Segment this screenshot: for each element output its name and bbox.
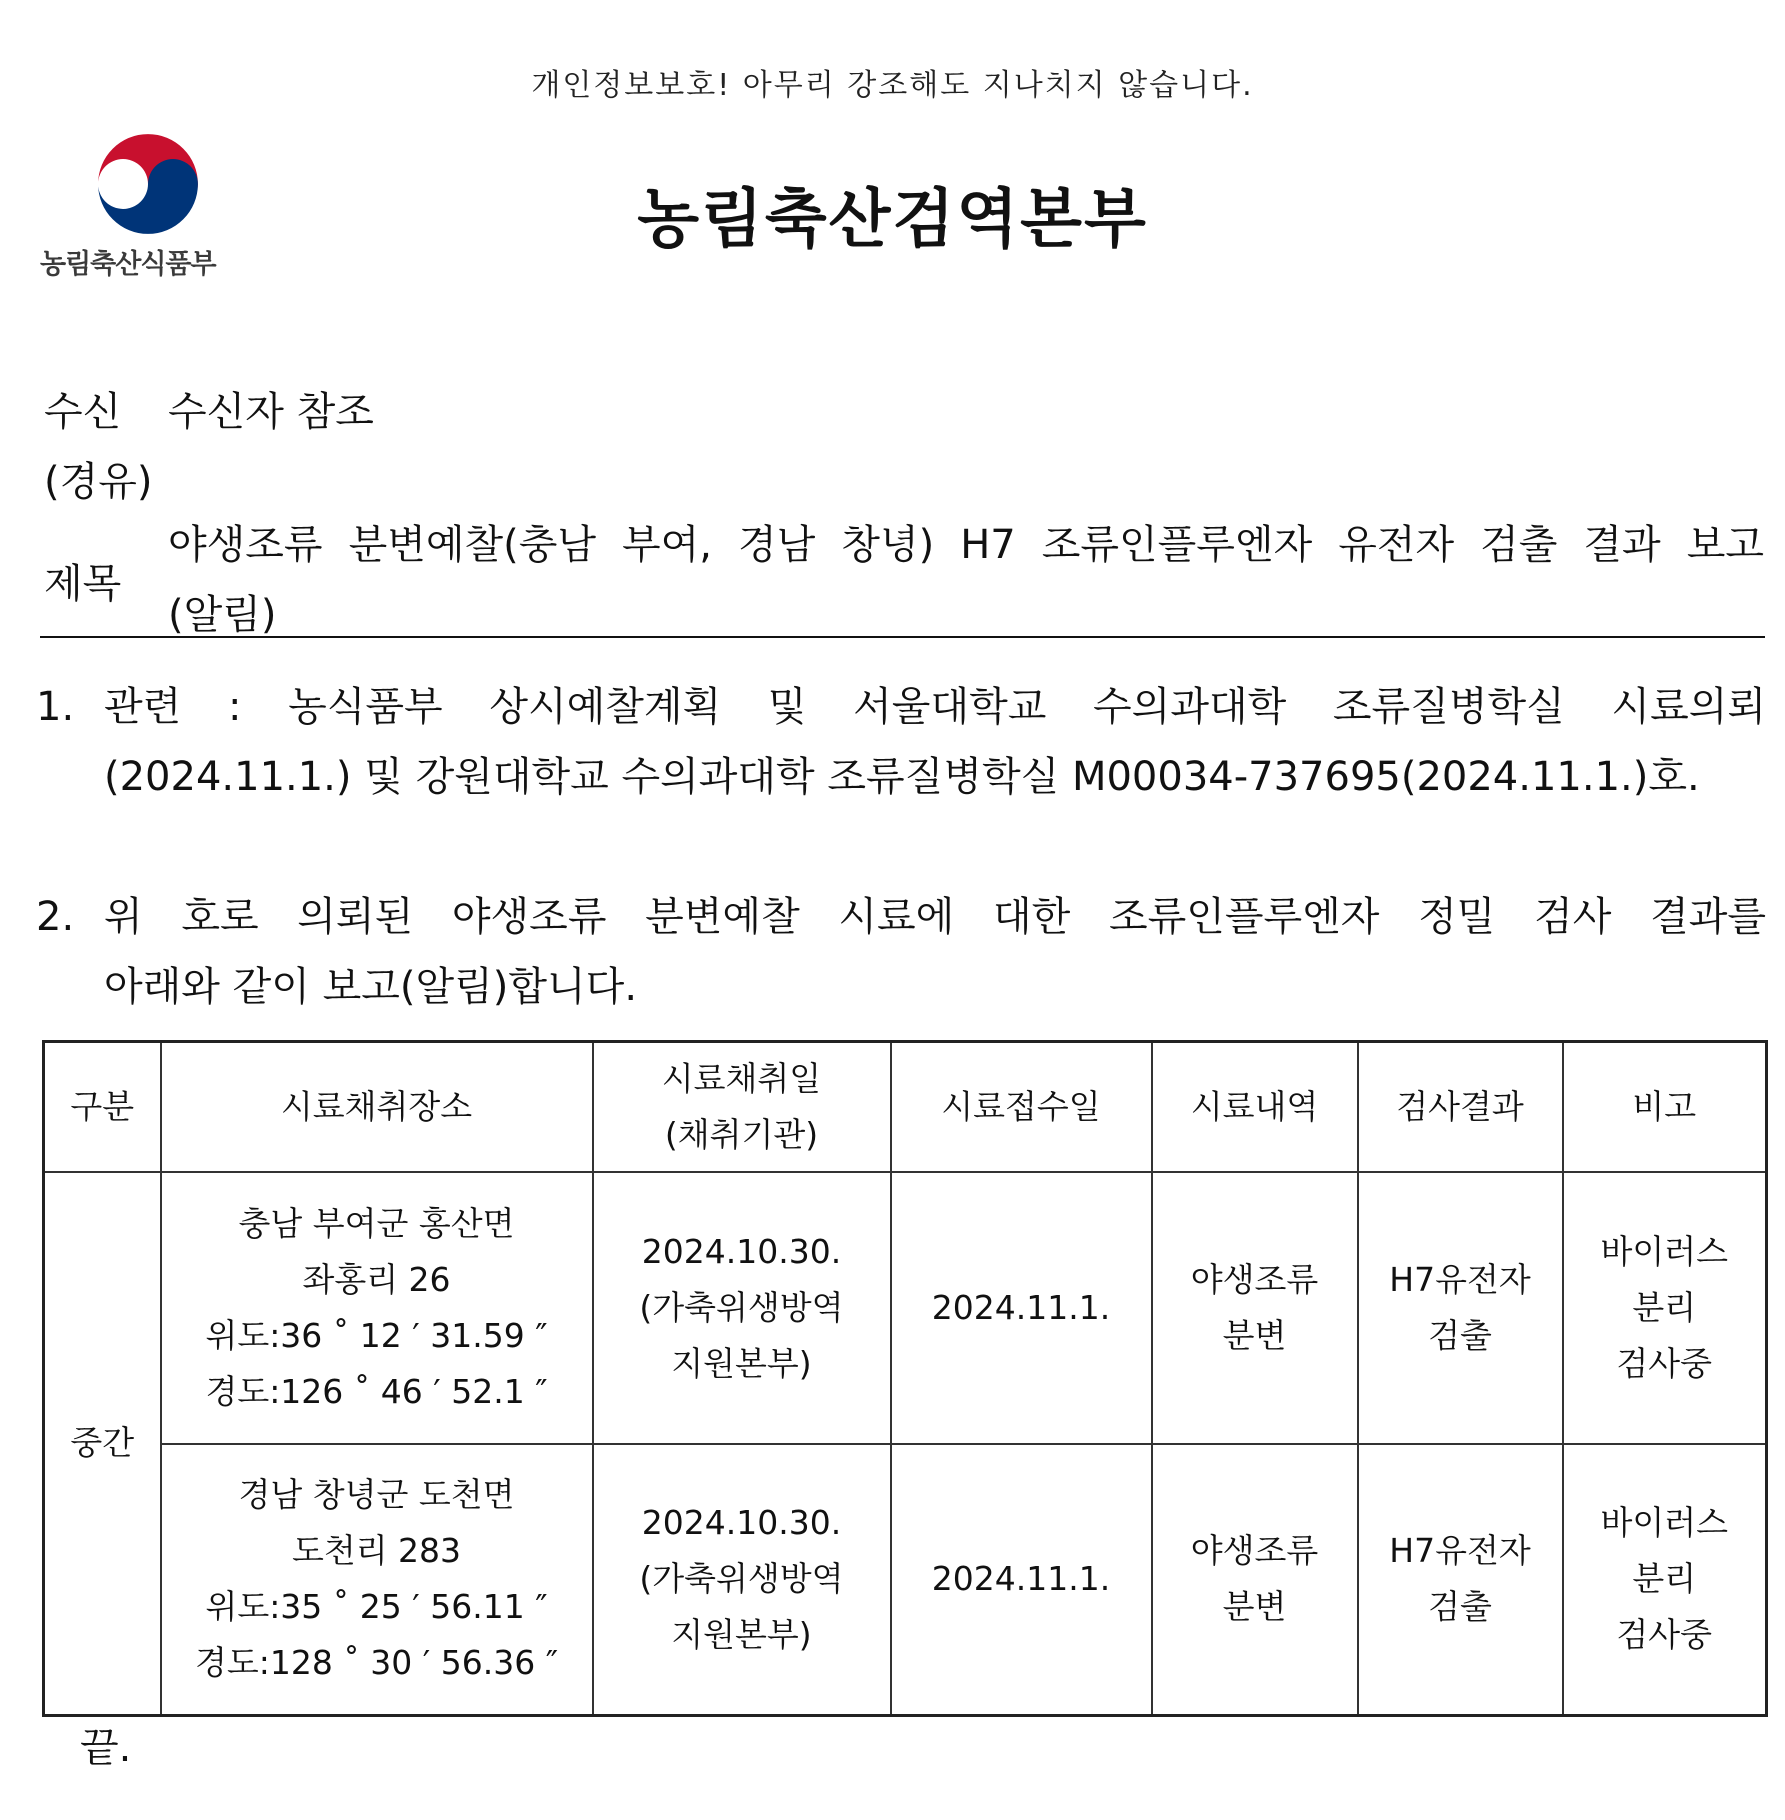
received-cell: 2024.11.1. [891, 1172, 1152, 1444]
received-cell: 2024.11.1. [891, 1444, 1152, 1716]
sample-cell [1152, 1444, 1358, 1716]
paragraph-1-line-1: 관련 : 농식품부 상시예찰계획 및 서울대학교 수의과대학 조류질병학실 시료의뢰 [104, 684, 1766, 730]
table-row [44, 1444, 1767, 1716]
date-cell [593, 1172, 891, 1444]
agency-line: 지원본부) [671, 1343, 812, 1383]
location-line: 좌홍리 26 [302, 1259, 451, 1299]
latitude-line: 위도:35 ˚ 25 ′ 56.11 ″ [205, 1587, 548, 1627]
note-cell [1563, 1172, 1767, 1444]
header-date-line-1: 시료채취일 [661, 1058, 822, 1098]
header-date-line-2: (채취기관) [664, 1114, 819, 1154]
header-received: 시료접수일 [891, 1042, 1152, 1172]
longitude-line: 경도:128 ˚ 30 ′ 56.36 ″ [194, 1643, 559, 1683]
subject-text [168, 510, 1764, 650]
category-cell: 중간 [44, 1172, 161, 1716]
result-cell [1358, 1444, 1563, 1716]
end-mark: 끝. [80, 1725, 132, 1771]
longitude-line: 경도:126 ˚ 46 ′ 52.1 ″ [205, 1371, 548, 1411]
subject-line-1: 야생조류 분변예찰(충남 부여, 경남 창녕) H7 조류인플루엔자 유전자 검출 결과 보고 [168, 522, 1764, 568]
header-note: 비고 [1563, 1042, 1767, 1172]
via-label: (경유) [44, 459, 153, 505]
result-line: H7유전자 [1389, 1259, 1531, 1299]
sample-line: 분변 [1222, 1315, 1287, 1355]
privacy-slogan: 개인정보보호! 아무리 강조해도 지나치지 않습니다. [531, 68, 1254, 103]
subject-line-2: (알림) [168, 592, 277, 638]
paragraph-1-number: 1. [36, 684, 75, 730]
sample-cell [1152, 1172, 1358, 1444]
note-line: 분리 [1632, 1287, 1697, 1327]
recipient-value: 수신자 참조 [168, 389, 374, 435]
location-line: 도천리 283 [291, 1531, 462, 1571]
agency-line: (가축위생방역 [639, 1287, 844, 1327]
latitude-line: 위도:36 ˚ 12 ′ 31.59 ″ [205, 1315, 548, 1355]
location-cell [161, 1444, 593, 1716]
date-line: 2024.10.30. [641, 1503, 842, 1543]
result-line: 검출 [1428, 1587, 1492, 1627]
note-line: 바이러스 [1600, 1231, 1728, 1271]
logo-text: 농림축산식품부 [40, 249, 216, 280]
header-category: 구분 [44, 1042, 161, 1172]
location-line: 경남 창녕군 도천면 [238, 1475, 515, 1515]
agency-line: 지원본부) [671, 1615, 812, 1655]
note-line: 바이러스 [1600, 1503, 1728, 1543]
header-divider [40, 636, 1765, 638]
paragraph-2-line-1: 위 호로 의뢰된 야생조류 분변예찰 시료에 대한 조류인플루엔자 정밀 검사 결과를 [104, 894, 1766, 940]
sample-line: 분변 [1222, 1587, 1287, 1627]
paragraph-2 [36, 882, 1766, 1022]
header-date [593, 1042, 891, 1172]
date-cell [593, 1444, 891, 1716]
paragraph-2-line-2: 아래와 같이 보고(알림)합니다. [104, 964, 638, 1010]
sample-line: 야생조류 [1190, 1531, 1319, 1571]
header-sample: 시료내역 [1152, 1042, 1358, 1172]
location-line: 충남 부여군 홍산면 [238, 1203, 515, 1243]
result-line: H7유전자 [1389, 1531, 1531, 1571]
table-header-row [44, 1042, 1767, 1172]
header-result: 검사결과 [1358, 1042, 1563, 1172]
location-cell [161, 1172, 593, 1444]
sample-line: 야생조류 [1190, 1259, 1319, 1299]
paragraph-1-line-2: (2024.11.1.) 및 강원대학교 수의과대학 조류질병학실 M00034-737695(2024.11.1.)호. [104, 754, 1700, 800]
note-line: 분리 [1632, 1559, 1697, 1599]
date-line: 2024.10.30. [641, 1231, 842, 1271]
agency-line: (가축위생방역 [639, 1559, 844, 1599]
recipient-row [44, 380, 374, 437]
table-row [44, 1172, 1767, 1444]
paragraph-2-number: 2. [36, 894, 75, 940]
subject-label: 제목 [44, 561, 122, 607]
organization-title: 농림축산검역본부 [637, 183, 1148, 257]
result-line: 검출 [1428, 1315, 1492, 1355]
note-line: 검사중 [1616, 1343, 1713, 1383]
result-cell [1358, 1172, 1563, 1444]
header-location: 시료채취장소 [161, 1042, 593, 1172]
note-cell [1563, 1444, 1767, 1716]
results-table [42, 1040, 1768, 1717]
paragraph-1 [36, 672, 1766, 812]
recipient-label: 수신 [44, 389, 122, 435]
note-line: 검사중 [1616, 1615, 1713, 1655]
